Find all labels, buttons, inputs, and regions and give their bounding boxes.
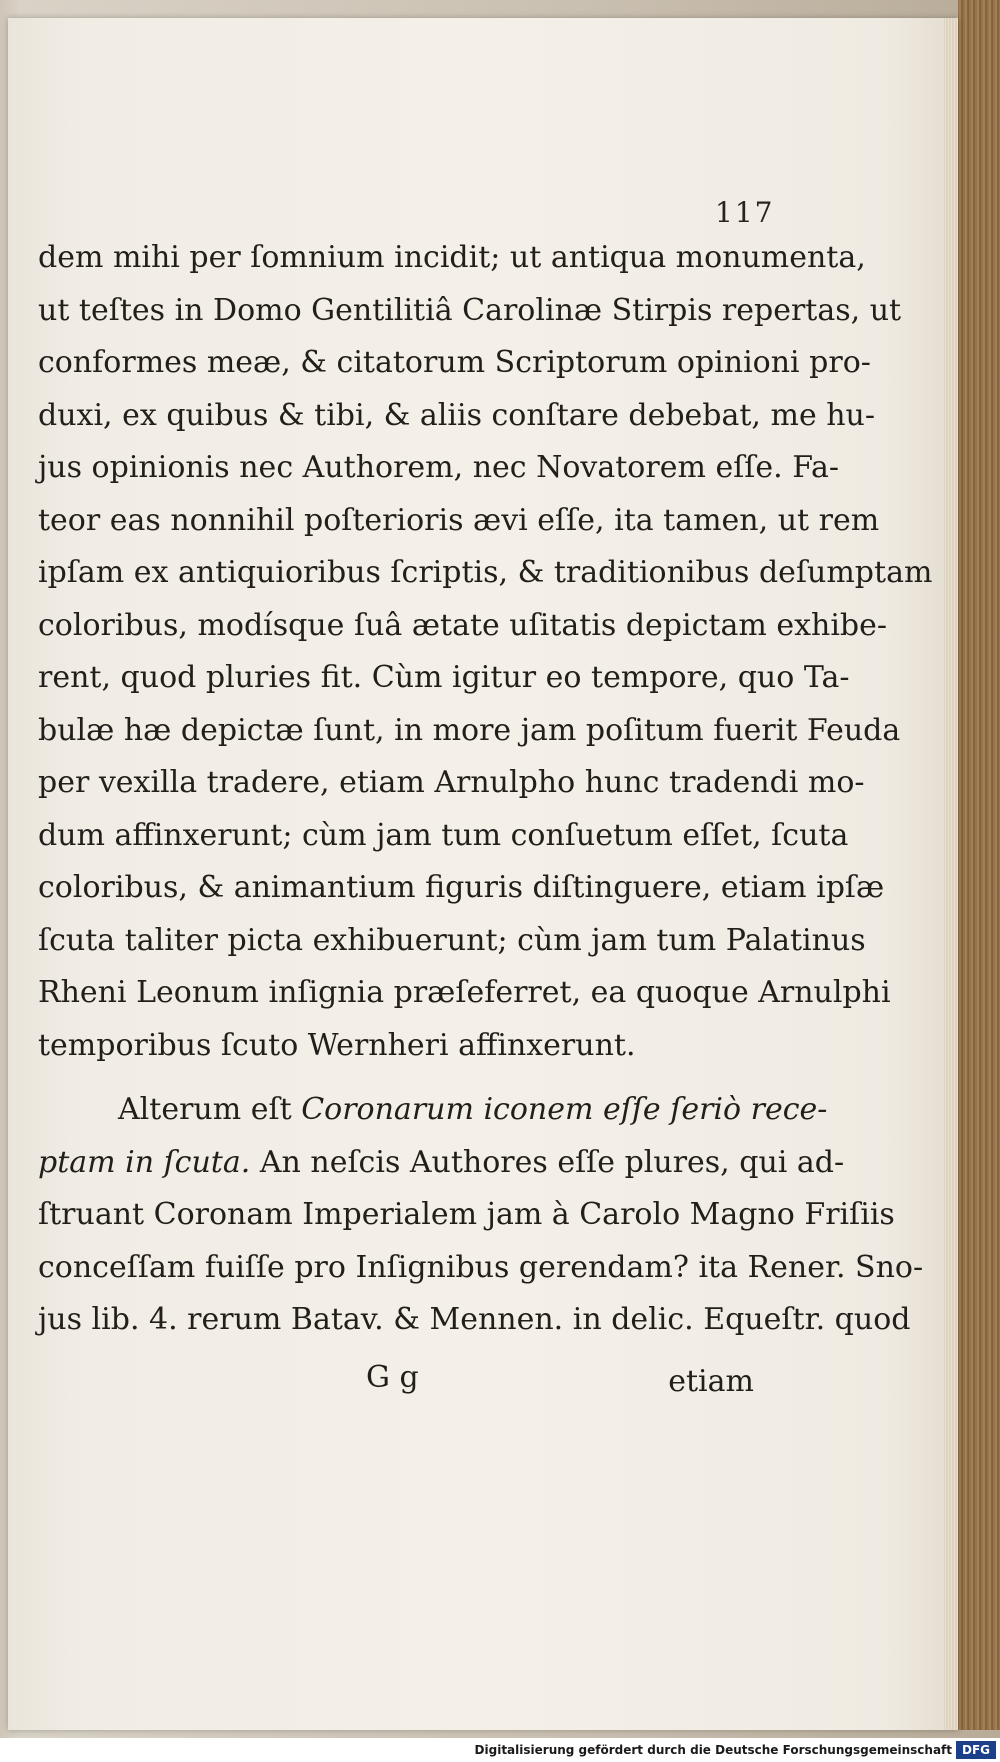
text-line: coloribus, & animantium figuris diſtinguere, etiam ipſæ <box>38 870 885 905</box>
paragraph-2 <box>38 1084 924 1347</box>
text-line: per vexilla tradere, etiam Arnulpho hunc tradendi mo- <box>38 765 865 800</box>
credit-text: Digitalisierung gefördert durch die Deutsche Forschungsgemeinschaft <box>474 1743 952 1757</box>
text-line: conceſſam fuiſſe pro Inſignibus gerendam? ita Rener. Sno- <box>38 1249 924 1285</box>
text-line: conformes meæ, & citatorum Scriptorum opinioni pro- <box>38 345 871 380</box>
text-line: coloribus, modísque ſuâ ætate uſitatis depictam exhibe- <box>38 607 888 643</box>
dfg-logo: DFG <box>956 1741 996 1759</box>
text-line: teor eas nonnihil poſterioris ævi eſſe, ita tamen, ut rem <box>38 502 880 538</box>
text-line: bulæ hæ depictæ ſunt, in more jam poſitum fuerit Feuda <box>38 712 901 748</box>
book-fore-edge <box>958 0 1000 1730</box>
text-line: ipſam ex antiquioribus ſcriptis, & traditionibus deſumptam <box>38 555 933 590</box>
text-line <box>38 1137 845 1190</box>
page-edge <box>944 18 958 1730</box>
page-number: 117 <box>715 196 775 229</box>
page-footer-marks <box>38 1360 798 1408</box>
paragraph-1 <box>38 232 933 1072</box>
italic-text: ptam in ſcuta. <box>38 1144 251 1180</box>
text-line: dum affinxerunt; cùm jam tum conſuetum eſſet, ſcuta <box>38 817 849 853</box>
text-line: ſtruant Coronam Imperialem jam à Carolo Magno Friſiis <box>38 1197 895 1232</box>
text-line: rent, quod pluries fit. Cùm igitur eo tempore, quo Ta- <box>38 660 850 695</box>
text-line: ut teſtes in Domo Gentilitiâ Carolinæ Stirpis repertas, ut <box>38 292 902 328</box>
italic-text: Coronarum iconem eſſe ſeriò rece- <box>301 1092 828 1127</box>
text-line <box>38 1084 828 1137</box>
roman-text: An neſcis Authores eſſe plures, qui ad- <box>259 1144 845 1180</box>
signature-mark: G g <box>366 1360 419 1395</box>
text-line: jus opinionis nec Authorem, nec Novatorem eſſe. Fa- <box>38 450 840 485</box>
digitization-credit-bar <box>0 1738 1000 1762</box>
body-text <box>38 232 933 1347</box>
text-line: duxi, ex quibus & tibi, & aliis conſtare debebat, me hu- <box>38 397 876 433</box>
roman-text: Alterum eſt <box>118 1092 292 1127</box>
text-line: ſcuta taliter picta exhibuerunt; cùm jam tum Palatinus <box>38 922 866 958</box>
text-line: temporibus ſcuto Wernheri affinxerunt. <box>38 1027 636 1063</box>
text-line: jus lib. 4. rerum Batav. & Mennen. in delic. Equeſtr. quod <box>38 1302 911 1337</box>
text-line: dem mihi per ſomnium incidit; ut antiqua monumenta, <box>38 240 866 275</box>
catchword: etiam <box>668 1364 754 1399</box>
text-line: Rheni Leonum inſignia præſeferret, ea quoque Arnulphi <box>38 975 891 1010</box>
